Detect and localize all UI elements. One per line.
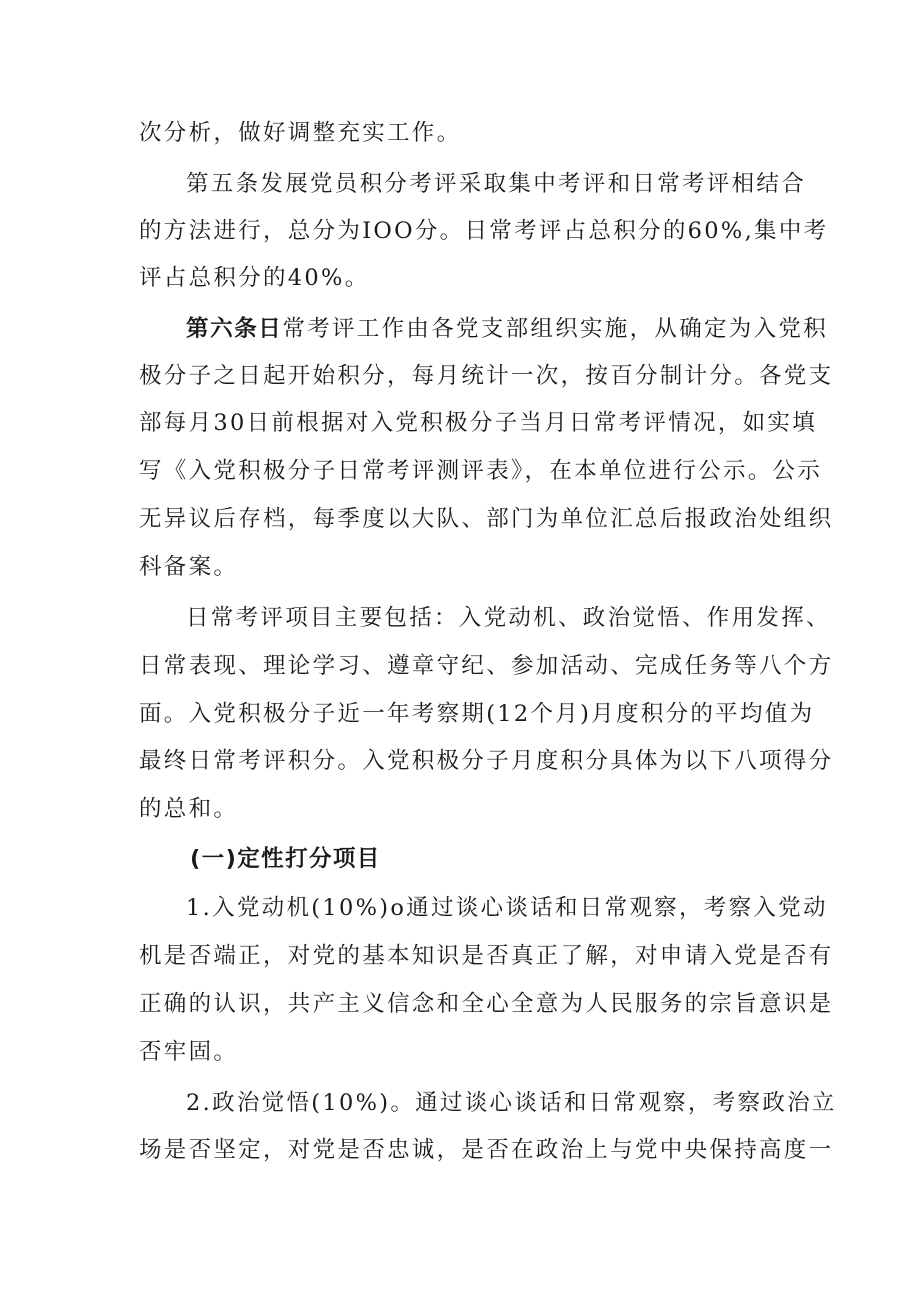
paragraph-line: 最终日常考评积分。入党积极分子月度积分具体为以下八项得分 bbox=[139, 748, 834, 774]
paragraph-line: 科备案。 bbox=[139, 554, 239, 580]
article-five-line: 第五条发展党员积分考评采取集中考评和日常考评相结合 bbox=[186, 171, 807, 197]
paragraph-line: 正确的认识，共产主义信念和全心全意为人民服务的宗旨意识是 bbox=[139, 991, 834, 1017]
article-six-heading: 第六条日 bbox=[186, 316, 283, 342]
paragraph-line: 写《入党积极分子日常考评测评表》，在本单位进行公示。公示 bbox=[139, 458, 823, 484]
paragraph-line: 机是否端正，对党的基本知识是否真正了解，对申请入党是否有 bbox=[139, 943, 834, 969]
paragraph-line: 评占总积分的40%。 bbox=[139, 265, 370, 291]
item-one-line: 1.入党动机(10%)o通过谈心谈话和日常观察，考察入党动 bbox=[186, 895, 828, 921]
paragraph-line: 日常表现、理论学习、遵章守纪、参加活动、完成任务等八个方 bbox=[139, 653, 834, 679]
paragraph-line: 的总和。 bbox=[139, 796, 239, 822]
paragraph-line: 面。入党积极分子近一年考察期(12个月)月度积分的平均值为 bbox=[139, 701, 815, 727]
paragraph-line: 场是否坚定，对党是否忠诚，是否在政治上与党中央保持高度一 bbox=[139, 1137, 834, 1163]
article-six-line bbox=[186, 314, 828, 344]
paragraph-line: 无异议后存档，每季度以大队、部门为单位汇总后报政治处组织 bbox=[139, 506, 834, 532]
section-heading: (一)定性打分项目 bbox=[190, 846, 381, 872]
article-six-text: 常考评工作由各党支部组织实施，从确定为入党积 bbox=[282, 316, 829, 342]
paragraph-line: 部每月30日前根据对入党积极分子当月日常考评情况，如实填 bbox=[139, 410, 818, 436]
paragraph-line: 的方法进行，总分为IOO分。日常考评占总积分的60%,集中考 bbox=[139, 218, 829, 244]
paragraph-line: 日常考评项目主要包括：入党动机、政治觉悟、作用发挥、 bbox=[186, 605, 831, 631]
paragraph-line: 否牢固。 bbox=[139, 1039, 239, 1065]
item-two-line: 2.政治觉悟(10%)。通过谈心谈话和日常观察，考察政治立 bbox=[186, 1090, 837, 1116]
paragraph-line: 极分子之日起开始积分，每月统计一次，按百分制计分。各党支 bbox=[139, 363, 834, 389]
paragraph-line: 次分析，做好调整充实工作。 bbox=[139, 120, 462, 146]
